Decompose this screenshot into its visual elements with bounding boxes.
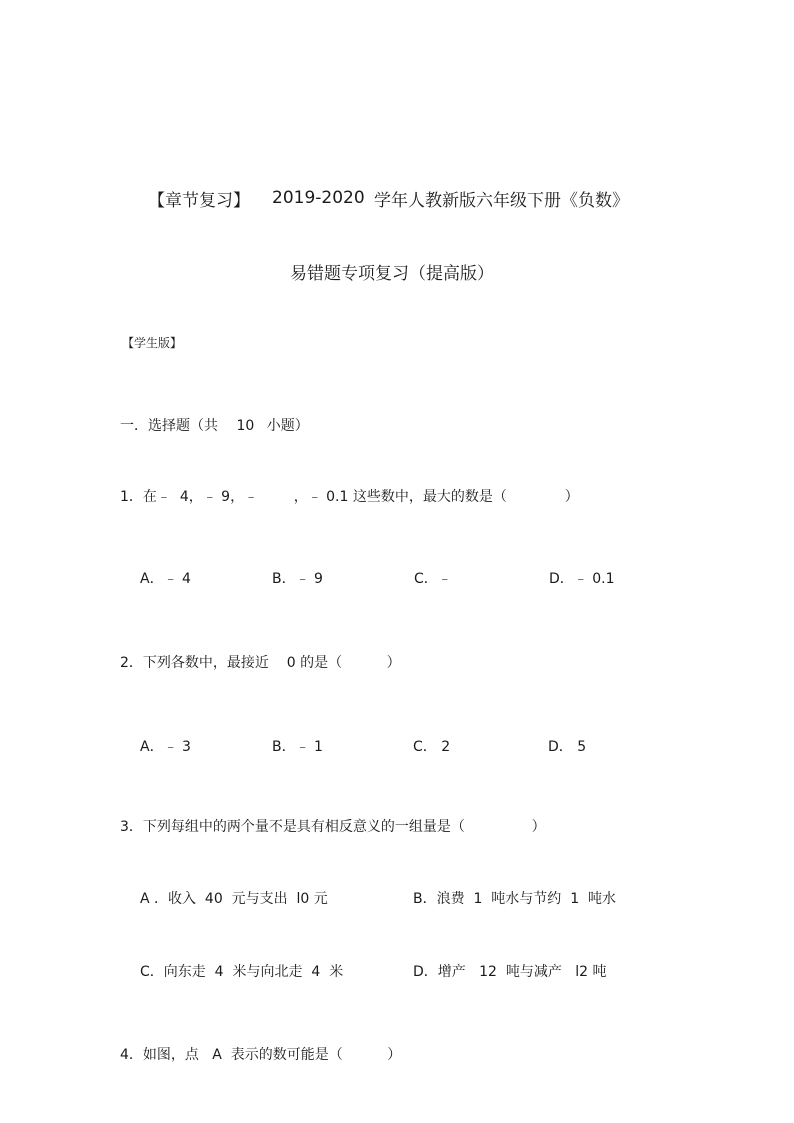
title-line-2: 易错题专项复习（提高版）: [290, 264, 494, 284]
q1-option-d: D．﹣ 0.1: [549, 571, 615, 587]
section-heading-text: 一．选择题（共: [120, 418, 218, 434]
title-part-year: 2019-2020: [272, 188, 365, 208]
q1-option-c: C．﹣: [414, 571, 452, 587]
q2-option-c: C． 2: [413, 739, 451, 755]
q2-option-d: D． 5: [548, 739, 587, 755]
question-number: 1．: [120, 489, 143, 505]
question-2: [120, 652, 401, 672]
title-part-bracket: 【章节复习】: [148, 191, 250, 211]
section-heading-end: 小题）: [266, 418, 309, 434]
section-question-count: 10: [236, 418, 255, 434]
question-number: 2．: [120, 655, 143, 671]
q3-option-a: A ．收入 40 元与支出 l0 元: [140, 891, 328, 907]
section-heading: [120, 415, 309, 435]
q2-option-a: A．﹣ 3: [140, 739, 191, 755]
title-part-subject: 学年人教新版六年级下册《负数》: [374, 191, 629, 211]
q3-option-b: B．浪费 1 吨水与节约 1 吨水: [413, 891, 617, 907]
edition-label: 【学生版】: [122, 336, 183, 350]
question-stem: 在﹣ 4，﹣ 9，﹣ ，﹣ 0.1 这些数中，最大的数是（ ）: [142, 489, 579, 505]
question-stem: 下列各数中，最接近 0 的是（ ）: [142, 655, 401, 671]
q3-option-d: D．增产 12 吨与减产 l2 吨: [413, 964, 607, 980]
question-4: [120, 1044, 401, 1064]
q1-option-a: A．﹣ 4: [140, 571, 191, 587]
question-3: [120, 816, 546, 836]
q2-option-b: B．﹣ 1: [272, 739, 323, 755]
q1-option-b: B．﹣ 9: [272, 571, 323, 587]
question-1: [120, 486, 579, 506]
question-number: 3．: [120, 819, 143, 835]
question-stem: 下列每组中的两个量不是具有相反意义的一组量是（ ）: [142, 819, 546, 835]
question-stem: 如图，点 A 表示的数可能是（ ）: [142, 1047, 402, 1063]
q3-option-c: C．向东走 4 米与向北走 4 米: [140, 964, 344, 980]
question-number: 4．: [120, 1047, 143, 1063]
